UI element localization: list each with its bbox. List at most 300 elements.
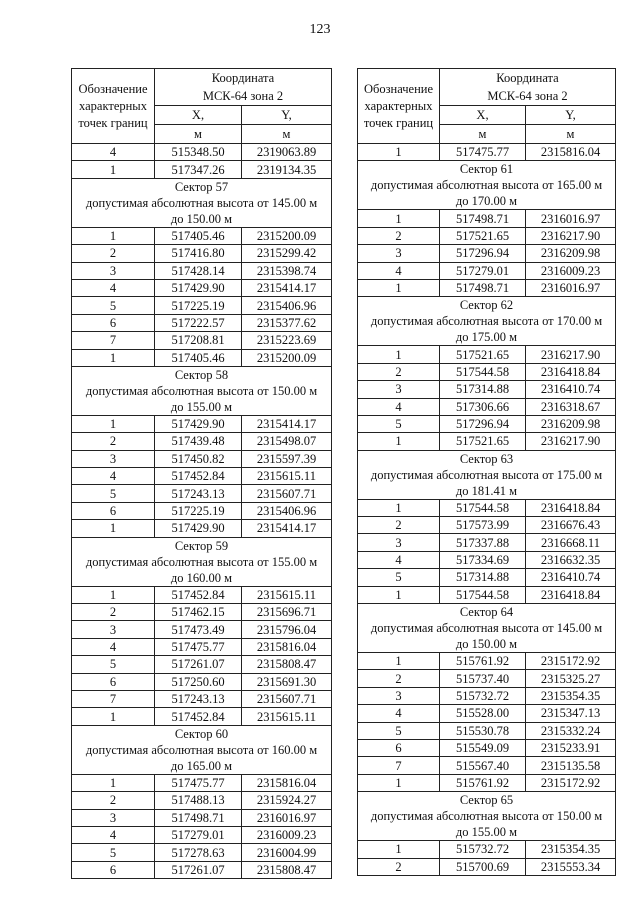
sector-cell: [72, 178, 332, 227]
table-row: [72, 314, 332, 331]
table-row: [72, 638, 332, 655]
table-row: [72, 774, 332, 791]
sector-title: Сектор 57: [174, 179, 229, 194]
y-cell: 2315924.27: [242, 792, 332, 809]
point-cell: 1: [358, 653, 440, 670]
x-cell: 517296.94: [440, 245, 526, 262]
point-cell: 1: [72, 349, 155, 366]
x-cell: 517416.80: [155, 245, 242, 262]
x-cell: 517278.63: [155, 844, 242, 861]
y-cell: 2316418.84: [526, 586, 616, 603]
table-row: [358, 858, 616, 875]
y-cell: 2315816.04: [526, 144, 616, 161]
point-cell: 5: [72, 844, 155, 861]
y-cell: 2316016.97: [526, 279, 616, 296]
sector-cell: [358, 604, 616, 653]
x-cell: 517347.26: [155, 161, 242, 178]
point-cell: 3: [72, 809, 155, 826]
point-cell: 3: [72, 621, 155, 638]
table-row: [358, 262, 616, 279]
x-cell: 517337.88: [440, 534, 526, 551]
x-cell: 517428.14: [155, 262, 242, 279]
coordinates-table-left: [71, 68, 332, 879]
point-cell: 4: [72, 279, 155, 296]
sector-row: [358, 604, 616, 653]
coordinate-title: Координата: [496, 71, 559, 85]
x-cell: 517452.84: [155, 708, 242, 725]
sector-height-range: допустимая абсолютная высота от 145.00 м: [370, 621, 603, 636]
table-row: [358, 381, 616, 398]
x-cell: 517452.84: [155, 586, 242, 603]
table-row: [72, 792, 332, 809]
y-cell: 2315615.11: [242, 468, 332, 485]
point-cell: 5: [72, 297, 155, 314]
sector-title: Сектор 60: [174, 726, 229, 741]
y-cell: 2316009.23: [242, 826, 332, 843]
table-row: [358, 705, 616, 722]
sector-cell: [358, 450, 616, 499]
x-cell: 517429.90: [155, 415, 242, 432]
y-cell: 2315816.04: [242, 638, 332, 655]
y-cell: 2316318.67: [526, 398, 616, 415]
table-row: [72, 621, 332, 638]
y-cell: 2316209.98: [526, 245, 616, 262]
y-cell: 2316410.74: [526, 381, 616, 398]
x-cell: 515737.40: [440, 670, 526, 687]
table-row: [72, 604, 332, 621]
table-row: [358, 551, 616, 568]
y-header: Y,: [526, 106, 616, 125]
x-cell: 517222.57: [155, 314, 242, 331]
point-cell: 2: [358, 227, 440, 244]
y-cell: 2319063.89: [242, 144, 332, 161]
table-row: [72, 227, 332, 244]
point-cell: 4: [358, 551, 440, 568]
point-cell: 6: [72, 861, 155, 878]
point-cell: 4: [72, 144, 155, 161]
y-cell: 2315597.39: [242, 450, 332, 467]
point-cell: 3: [358, 534, 440, 551]
point-cell: 3: [358, 245, 440, 262]
table-row: [72, 415, 332, 432]
point-cell: 1: [358, 346, 440, 363]
x-cell: 515761.92: [440, 774, 526, 791]
x-cell: 517225.19: [155, 502, 242, 519]
y-cell: 2316004.99: [242, 844, 332, 861]
x-cell: 517314.88: [440, 569, 526, 586]
x-cell: 517208.81: [155, 332, 242, 349]
x-cell: 517462.15: [155, 604, 242, 621]
point-cell: 7: [358, 757, 440, 774]
point-cell: 2: [72, 245, 155, 262]
y-cell: 2316209.98: [526, 415, 616, 432]
x-cell: 515530.78: [440, 722, 526, 739]
x-cell: 517243.13: [155, 485, 242, 502]
y-cell: 2315808.47: [242, 861, 332, 878]
y-cell: 2316668.11: [526, 534, 616, 551]
point-cell: 4: [358, 262, 440, 279]
y-unit: м: [526, 125, 616, 144]
point-column-header: [358, 69, 440, 144]
y-cell: 2315406.96: [242, 502, 332, 519]
y-cell: 2316410.74: [526, 569, 616, 586]
point-cell: 1: [72, 227, 155, 244]
y-header: Y,: [242, 106, 332, 125]
x-cell: 517450.82: [155, 450, 242, 467]
table-row: [72, 586, 332, 603]
x-cell: 517439.48: [155, 433, 242, 450]
table-row: [72, 245, 332, 262]
sector-height-range: до 155.00 м: [455, 825, 518, 840]
table-row: [358, 210, 616, 227]
table-row: [358, 670, 616, 687]
x-cell: 515700.69: [440, 858, 526, 875]
x-cell: 515528.00: [440, 705, 526, 722]
x-cell: 515732.72: [440, 841, 526, 858]
sector-cell: [358, 161, 616, 210]
y-cell: 2316676.43: [526, 517, 616, 534]
point-cell: 1: [72, 586, 155, 603]
x-cell: 515761.92: [440, 653, 526, 670]
sector-height-range: допустимая абсолютная высота от 165.00 м: [370, 178, 603, 193]
x-cell: 515549.09: [440, 739, 526, 756]
point-cell: 3: [72, 450, 155, 467]
point-cell: 1: [358, 210, 440, 227]
x-cell: 517429.90: [155, 520, 242, 537]
point-cell: 1: [72, 520, 155, 537]
y-cell: 2316217.90: [526, 346, 616, 363]
point-cell: 2: [358, 517, 440, 534]
point-cell: 5: [358, 722, 440, 739]
x-cell: 517405.46: [155, 227, 242, 244]
y-cell: 2315615.11: [242, 586, 332, 603]
y-cell: 2316016.97: [526, 210, 616, 227]
sector-height-range: допустимая абсолютная высота от 160.00 м: [85, 742, 318, 757]
x-cell: 517475.77: [155, 638, 242, 655]
point-cell: 2: [358, 670, 440, 687]
table-row: [72, 279, 332, 296]
point-cell: 7: [72, 332, 155, 349]
table-row: [358, 144, 616, 161]
table-row: [72, 656, 332, 673]
y-cell: 2315398.74: [242, 262, 332, 279]
y-cell: 2315299.42: [242, 245, 332, 262]
point-cell: 1: [358, 279, 440, 296]
x-cell: 515567.40: [440, 757, 526, 774]
point-cell: 5: [72, 656, 155, 673]
y-cell: 2315696.71: [242, 604, 332, 621]
point-cell: 1: [358, 841, 440, 858]
table-row: [358, 569, 616, 586]
sector-row: [72, 537, 332, 586]
point-cell: 1: [358, 144, 440, 161]
table-row: [358, 433, 616, 450]
table-row: [72, 297, 332, 314]
point-cell: 4: [358, 705, 440, 722]
table-row: [72, 708, 332, 725]
x-cell: 517498.71: [440, 210, 526, 227]
table-row: [358, 586, 616, 603]
point-cell: 3: [72, 262, 155, 279]
point-cell: 4: [72, 468, 155, 485]
x-cell: 517452.84: [155, 468, 242, 485]
point-cell: 6: [72, 314, 155, 331]
table-row: [72, 433, 332, 450]
y-cell: 2315607.71: [242, 690, 332, 707]
y-cell: 2315414.17: [242, 520, 332, 537]
sector-height-range: до 181.41 м: [455, 483, 518, 498]
table-row: [358, 398, 616, 415]
page-number: 123: [309, 22, 331, 37]
sector-title: Сектор 63: [459, 451, 514, 466]
sector-height-range: допустимая абсолютная высота от 145.00 м: [85, 195, 318, 210]
x-cell: 517473.49: [155, 621, 242, 638]
x-cell: 517225.19: [155, 297, 242, 314]
sector-cell: [358, 297, 616, 346]
y-cell: 2315615.11: [242, 708, 332, 725]
table-header: [72, 69, 332, 144]
table-row: [72, 332, 332, 349]
sector-row: [358, 450, 616, 499]
x-header: X,: [440, 106, 526, 125]
point-cell: 2: [72, 604, 155, 621]
x-unit: м: [155, 125, 242, 144]
y-cell: 2316418.84: [526, 363, 616, 380]
sector-height-range: до 175.00 м: [455, 330, 518, 345]
y-cell: 2315200.09: [242, 227, 332, 244]
sector-height-range: допустимая абсолютная высота от 150.00 м: [85, 383, 318, 398]
x-cell: 517498.71: [440, 279, 526, 296]
sector-row: [358, 792, 616, 841]
x-cell: 517521.65: [440, 346, 526, 363]
y-cell: 2315172.92: [526, 653, 616, 670]
table-row: [72, 673, 332, 690]
table-row: [358, 279, 616, 296]
sector-height-range: допустимая абсолютная высота от 155.00 м: [85, 554, 318, 569]
x-cell: 517334.69: [440, 551, 526, 568]
sector-row: [72, 725, 332, 774]
table-row: [72, 844, 332, 861]
coordinate-header: [440, 69, 616, 106]
y-cell: 2315223.69: [242, 332, 332, 349]
x-cell: 517306.66: [440, 398, 526, 415]
table-body-left: [72, 144, 332, 879]
y-cell: 2315406.96: [242, 297, 332, 314]
sector-height-range: до 165.00 м: [170, 758, 233, 773]
sector-cell: [72, 537, 332, 586]
point-cell: 1: [72, 415, 155, 432]
table-row: [358, 245, 616, 262]
y-cell: 2315691.30: [242, 673, 332, 690]
y-cell: 2315354.35: [526, 841, 616, 858]
point-cell: 1: [358, 433, 440, 450]
x-cell: 517314.88: [440, 381, 526, 398]
table-row: [358, 346, 616, 363]
sector-row: [358, 161, 616, 210]
y-cell: 2316217.90: [526, 227, 616, 244]
table-row: [72, 520, 332, 537]
y-cell: 2315135.58: [526, 757, 616, 774]
point-cell: 6: [358, 739, 440, 756]
y-cell: 2315377.62: [242, 314, 332, 331]
point-cell: 6: [72, 673, 155, 690]
table-row: [72, 349, 332, 366]
x-unit: м: [440, 125, 526, 144]
y-cell: 2315498.07: [242, 433, 332, 450]
point-cell: 2: [72, 792, 155, 809]
point-cell: 7: [72, 690, 155, 707]
point-cell: 3: [358, 687, 440, 704]
sector-row: [72, 366, 332, 415]
sector-height-range: до 160.00 м: [170, 570, 233, 585]
x-cell: 517573.99: [440, 517, 526, 534]
y-cell: 2315808.47: [242, 656, 332, 673]
x-cell: 517475.77: [155, 774, 242, 791]
y-cell: 2316016.97: [242, 809, 332, 826]
point-cell: 2: [358, 858, 440, 875]
table-row: [72, 485, 332, 502]
y-cell: 2315414.17: [242, 279, 332, 296]
sector-height-range: до 150.00 м: [170, 211, 233, 226]
y-cell: 2315233.91: [526, 739, 616, 756]
sector-height-range: допустимая абсолютная высота от 175.00 м: [370, 467, 603, 482]
table-row: [72, 861, 332, 878]
point-cell: 6: [72, 502, 155, 519]
y-unit: м: [242, 125, 332, 144]
x-cell: 517261.07: [155, 861, 242, 878]
y-cell: 2316217.90: [526, 433, 616, 450]
coordinate-system: МСК-64 зона 2: [487, 89, 568, 103]
table-row: [72, 144, 332, 161]
table-row: [72, 262, 332, 279]
table-row: [358, 739, 616, 756]
x-cell: 517243.13: [155, 690, 242, 707]
table-row: [72, 468, 332, 485]
y-cell: 2315332.24: [526, 722, 616, 739]
table-row: [358, 653, 616, 670]
table-row: [358, 227, 616, 244]
table-row: [358, 774, 616, 791]
y-cell: 2315816.04: [242, 774, 332, 791]
coordinate-system: МСК-64 зона 2: [202, 89, 284, 103]
table-row: [72, 809, 332, 826]
y-cell: 2315347.13: [526, 705, 616, 722]
x-cell: 517498.71: [155, 809, 242, 826]
point-cell: 2: [358, 363, 440, 380]
sector-cell: [72, 366, 332, 415]
point-cell: 3: [358, 381, 440, 398]
y-cell: 2315200.09: [242, 349, 332, 366]
point-cell: 1: [72, 708, 155, 725]
point-cell: 4: [72, 638, 155, 655]
table-row: [72, 690, 332, 707]
sector-title: Сектор 62: [459, 298, 514, 313]
x-cell: 517279.01: [155, 826, 242, 843]
y-cell: 2315796.04: [242, 621, 332, 638]
sector-height-range: до 170.00 м: [455, 194, 518, 209]
x-cell: 517279.01: [440, 262, 526, 279]
x-cell: 517296.94: [440, 415, 526, 432]
x-cell: 517429.90: [155, 279, 242, 296]
point-cell: 1: [358, 499, 440, 516]
sector-height-range: допустимая абсолютная высота от 150.00 м: [370, 809, 603, 824]
y-cell: 2315172.92: [526, 774, 616, 791]
table-row: [358, 757, 616, 774]
table-body-right: [358, 144, 616, 876]
x-header: X,: [155, 106, 242, 125]
point-column-header-text: Обозначение характерных точек границ: [363, 81, 434, 130]
point-cell: 4: [358, 398, 440, 415]
table-row: [358, 415, 616, 432]
table-row: [72, 450, 332, 467]
table-row: [72, 502, 332, 519]
table-row: [72, 826, 332, 843]
sector-title: Сектор 64: [459, 605, 514, 620]
table-row: [358, 722, 616, 739]
table-row: [358, 534, 616, 551]
y-cell: 2316632.35: [526, 551, 616, 568]
y-cell: 2315325.27: [526, 670, 616, 687]
sector-cell: [72, 725, 332, 774]
point-cell: 5: [72, 485, 155, 502]
table-row: [358, 687, 616, 704]
point-cell: 1: [72, 774, 155, 791]
x-cell: 517544.58: [440, 363, 526, 380]
x-cell: 517544.58: [440, 586, 526, 603]
y-cell: 2316418.84: [526, 499, 616, 516]
coordinates-table-right: [357, 68, 616, 876]
point-column-header-text: Обозначение характерных точек границ: [78, 81, 148, 130]
x-cell: 517521.65: [440, 433, 526, 450]
y-cell: 2315354.35: [526, 687, 616, 704]
sector-title: Сектор 65: [459, 793, 514, 808]
coordinate-title: Координата: [211, 71, 275, 85]
sector-title: Сектор 58: [174, 367, 229, 382]
x-cell: 517405.46: [155, 349, 242, 366]
point-cell: 5: [358, 415, 440, 432]
sector-title: Сектор 61: [459, 162, 514, 177]
x-cell: 515732.72: [440, 687, 526, 704]
x-cell: 517250.60: [155, 673, 242, 690]
y-cell: 2315414.17: [242, 415, 332, 432]
point-cell: 1: [358, 586, 440, 603]
point-cell: 5: [358, 569, 440, 586]
table-row: [358, 517, 616, 534]
coordinate-header: [155, 69, 332, 106]
x-cell: 515348.50: [155, 144, 242, 161]
point-cell: 1: [358, 774, 440, 791]
sector-title: Сектор 59: [174, 538, 229, 553]
table-row: [358, 499, 616, 516]
point-column-header: [72, 69, 155, 144]
sector-height-range: до 155.00 м: [170, 399, 233, 414]
table-row: [72, 161, 332, 178]
y-cell: 2316009.23: [526, 262, 616, 279]
point-cell: 1: [72, 161, 155, 178]
x-cell: 517261.07: [155, 656, 242, 673]
table-header: [358, 69, 616, 144]
point-cell: 2: [72, 433, 155, 450]
y-cell: 2315553.34: [526, 858, 616, 875]
sector-row: [72, 178, 332, 227]
table-row: [358, 841, 616, 858]
y-cell: 2319134.35: [242, 161, 332, 178]
x-cell: 517488.13: [155, 792, 242, 809]
sector-height-range: допустимая абсолютная высота от 170.00 м: [370, 314, 603, 329]
x-cell: 517521.65: [440, 227, 526, 244]
sector-row: [358, 297, 616, 346]
sector-height-range: до 150.00 м: [455, 637, 518, 652]
